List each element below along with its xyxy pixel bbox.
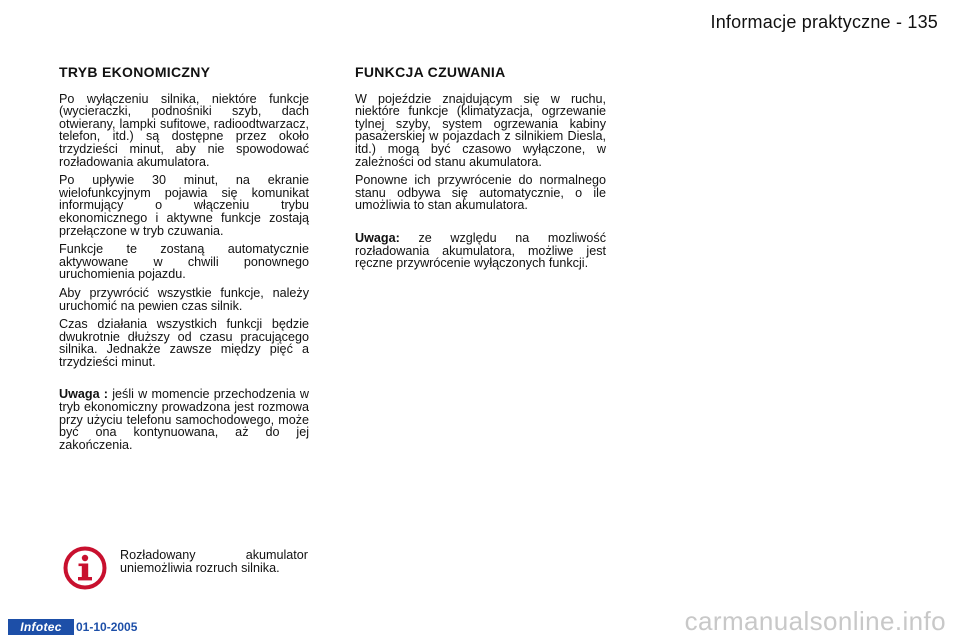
economy-mode-heading: TRYB EKONOMICZNY [59,64,211,80]
page-header: Informacje praktyczne - 135 [710,12,938,32]
battery-warning-text: Rozładowany akumulator uniemożliwia rozruch silnika. [120,548,308,575]
infotec-logo: Infotec [8,619,74,635]
paragraph: Funkcje te zostaną automatycznie aktywowane w chwili ponownego uruchomienia pojazdu. [59,242,309,282]
footer-date: 01-10-2005 [76,620,138,634]
info-icon [63,546,107,590]
note-text: jeśli w momencie przechodzenia w tryb ekonomiczny prowadzona jest rozmowa przy użyciu telefonu samochodowego, może być ona kontynuowana, aż do jej zakończenia. [59,387,309,452]
paragraph: Aby przywrócić wszystkie funkcje, należy uruchomić na pewien czas silnik. [59,285,309,313]
paragraph: W pojeździe znajdującym się w ruchu, niektóre funkcje (klimatyzacja, ogrzewanie tylnej szyby, system ogrzewania kabiny pasażerskiej w pojazdach z silnikiem Diesla, itd.) mogą być czasowo wyłączone, w zależności od stanu akumulatora. [355,91,606,169]
paragraph: Po wyłączeniu silnika, niektóre funkcje (wycieraczki, podnośniki szyb, dach otwierany, lampki sufitowe, radioodtwarzacz, telefon, itd.) są dostępne przez około trzydzieści minut, aby nie spowodować rozładowania akumulatora. [59,91,309,169]
paragraph: Czas działania wszystkich funkcji będzie dwukrotnie dłuższy od czasu pracującego silnika. Jednakże zawsze między pięć a trzydzieści minut. [59,317,309,369]
standby-function-heading: FUNKCJA CZUWANIA [355,64,506,80]
note [59,388,309,451]
economy-mode-section [59,66,309,457]
watermark: carmanualsonline.info [684,606,946,636]
paragraph: Po upływie 30 minut, na ekranie wielofunkcyjnym pojawia się komunikat informujący o włączeniu trybu ekonomicznego i aktywne funkcje zostają przełączone w tryb czuwania. [59,173,309,238]
standby-function-section [355,66,606,276]
paragraph: Ponowne ich przywrócenie do normalnego stanu odbywa się automatycznie, o ile umożliwia to stan akumulatora. [355,173,606,213]
note-label: Uwaga : [59,387,109,402]
note-label: Uwaga: [355,230,400,245]
note-text: ze względu na mozliwość rozładowania akumulatora, możliwe jest ręczne przywrócenie wyłączonych funkcji. [355,230,606,271]
note [355,232,606,270]
